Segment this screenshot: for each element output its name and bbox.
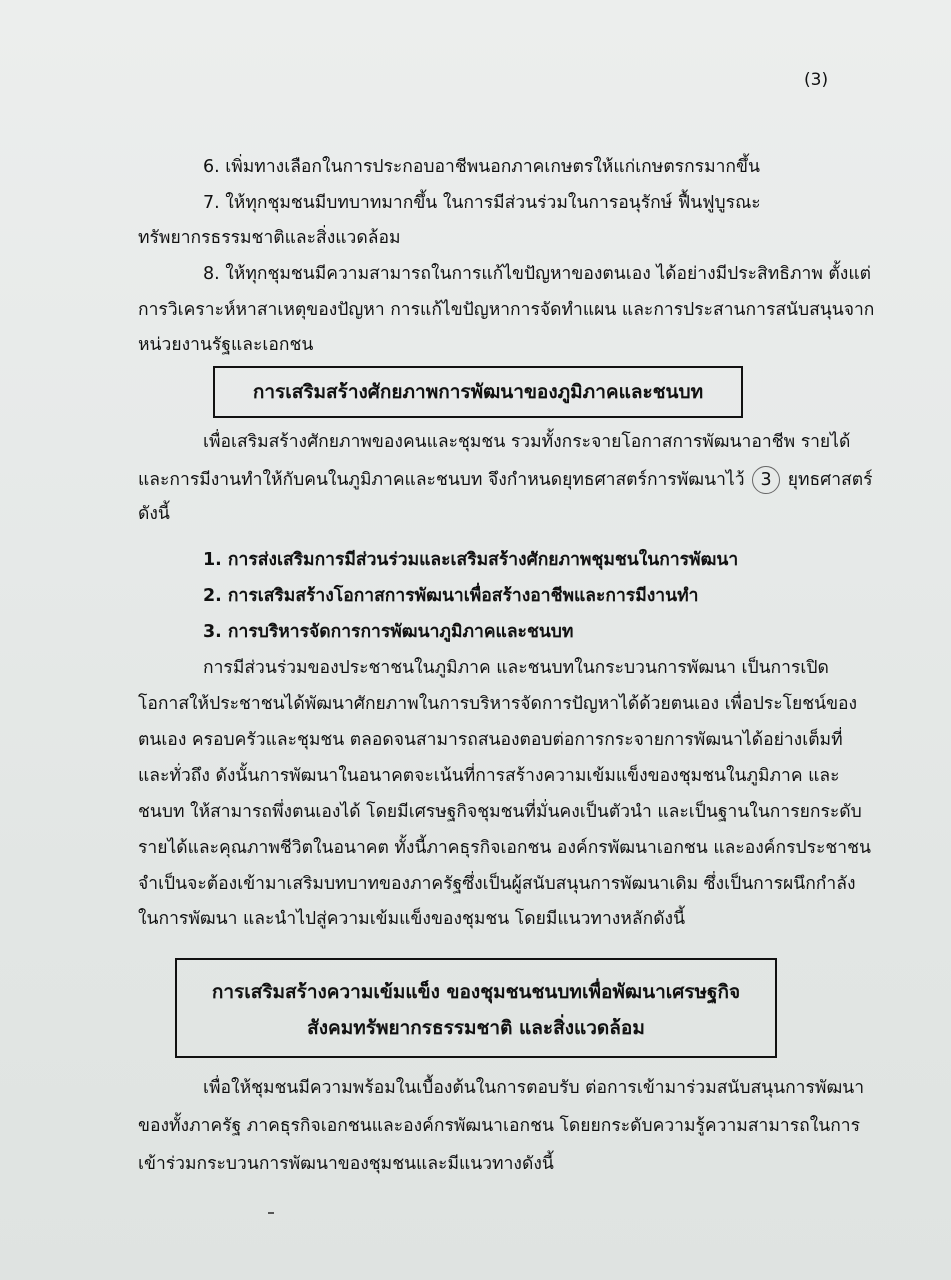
item-7-line-1: 7. ให้ทุกชุมชนมีบทบาทมากขึ้น ในการมีส่วนร่วมในการอนุรักษ์ ฟื้นฟูบูรณะ (203, 193, 761, 213)
item-8-line-2: การวิเคราะห์หาสาเหตุของปัญหา การแก้ไขปัญหาการจัดทำแผน และการประสานการสนับสนุนจาก (138, 300, 875, 320)
participation-line-2: โอกาสให้ประชาชนได้พัฒนาศักยภาพในการบริหารจัดการปัญหาได้ด้วยตนเอง เพื่อประโยชน์ของ (138, 694, 858, 714)
participation-line-3: ตนเอง ครอบครัวและชุมชน ตลอดจนสามารถสนองตอบต่อการกระจายการพัฒนาได้อย่างเต็มที่ (138, 730, 843, 750)
closing-line-3: เข้าร่วมกระบวนการพัฒนาของชุมชนและมีแนวทางดังนี้ (138, 1154, 554, 1174)
participation-line-7: จำเป็นจะต้องเข้ามาเสริมบทบาทของภาครัฐซึ่งเป็นผู้สนับสนุนการพัฒนาเดิม ซึ่งเป็นการผนึกกำลัง (138, 874, 856, 894)
section-heading-regional-potential: การเสริมสร้างศักยภาพการพัฒนาของภูมิภาคและชนบท (213, 366, 743, 418)
section-heading-community-strength (175, 958, 777, 1058)
intro-line-2-text: และการมีงานทำให้กับคนในภูมิภาคและชนบท จึงกำหนดยุทธศาสตร์การพัฒนาไว้ (138, 470, 745, 490)
item-7-line-2: ทรัพยากรธรรมชาติและสิ่งแวดล้อม (138, 228, 401, 248)
intro-line-2 (138, 466, 873, 494)
participation-line-6: รายได้และคุณภาพชีวิตในอนาคต ทั้งนี้ภาคธุรกิจเอกชน องค์กรพัฒนาเอกชน และองค์กรประชาชน (138, 838, 871, 858)
strategy-3: 3. การบริหารจัดการการพัฒนาภูมิภาคและชนบท (203, 622, 574, 642)
closing-line-1: เพื่อให้ชุมชนมีความพร้อมในเบื้องต้นในการตอบรับ ต่อการเข้ามาร่วมสนับสนุนการพัฒนา (203, 1078, 865, 1098)
page-number: (3) (804, 70, 829, 90)
scan-mark (268, 1212, 274, 1214)
intro-line-3: ดังนี้ (138, 504, 170, 524)
intro-line-1: เพื่อเสริมสร้างศักยภาพของคนและชุมชน รวมทั้งกระจายโอกาสการพัฒนาอาชีพ รายได้ (203, 432, 851, 452)
participation-line-5: ชนบท ให้สามารถพึ่งตนเองได้ โดยมีเศรษฐกิจชุมชนที่มั่นคงเป็นตัวนำ และเป็นฐานในการยกระดับ (138, 802, 862, 822)
participation-line-1: การมีส่วนร่วมของประชาชนในภูมิภาค และชนบทในกระบวนการพัฒนา เป็นการเปิด (203, 658, 829, 678)
participation-line-8: ในการพัฒนา และนำไปสู่ความเข้มแข็งของชุมชน โดยมีแนวทางหลักดังนี้ (138, 909, 686, 929)
item-8-line-3: หน่วยงานรัฐและเอกชน (138, 335, 314, 355)
strategy-1: 1. การส่งเสริมการมีส่วนร่วมและเสริมสร้างศักยภาพชุมชนในการพัฒนา (203, 550, 739, 570)
section-heading-line-1: การเสริมสร้างความเข้มแข็ง ของชุมชนชนบทเพื่อพัฒนาเศรษฐกิจ (211, 981, 741, 1003)
intro-line-2-end: ยุทธศาสตร์ (787, 470, 873, 490)
closing-line-2: ของทั้งภาครัฐ ภาคธุรกิจเอกชนและองค์กรพัฒนาเอกชน โดยยกระดับความรู้ความสามารถในการ (138, 1116, 861, 1136)
participation-line-4: และทั่วถึง ดังนั้นการพัฒนาในอนาคตจะเน้นที่การสร้างความเข้มแข็งของชุมชนในภูมิภาค และ (138, 766, 840, 786)
item-6: 6. เพิ่มทางเลือกในการประกอบอาชีพนอกภาคเกษตรให้แก่เกษตรกรมากขึ้น (203, 157, 760, 177)
strategy-2: 2. การเสริมสร้างโอกาสการพัฒนาเพื่อสร้างอาชีพและการมีงานทำ (203, 586, 699, 606)
circled-number: 3 (752, 466, 780, 494)
item-8-line-1: 8. ให้ทุกชุมชนมีความสามารถในการแก้ไขปัญหาของตนเอง ได้อย่างมีประสิทธิภาพ ตั้งแต่ (203, 264, 871, 284)
section-heading-line-2: สังคมทรัพยากรธรรมชาติ และสิ่งแวดล้อม (307, 1017, 645, 1039)
